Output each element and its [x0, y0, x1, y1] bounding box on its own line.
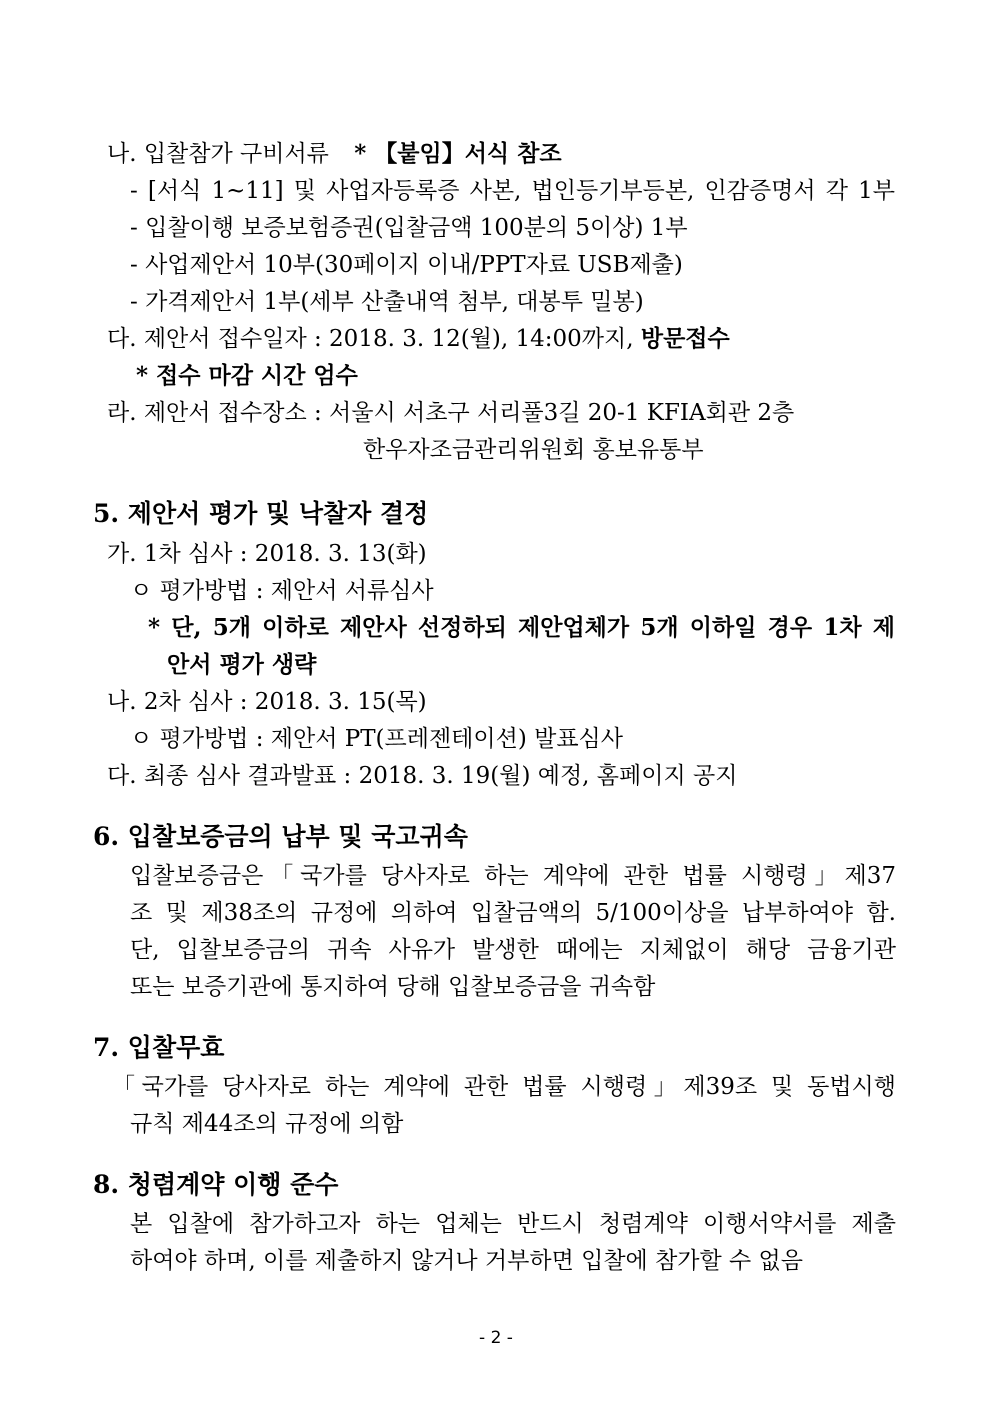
- page-number: - 2 -: [479, 1328, 513, 1348]
- section-7-title: 7. 입찰무효: [93, 1033, 225, 1062]
- item-ra-submission-place: 라. 제안서 접수장소 : 서울시 서초구 서리풀3길 20-1 KFIA회관 2층: [107, 400, 795, 426]
- section-6-line4: 또는 보증기관에 통지하여 당해 입찰보증금을 귀속함: [130, 974, 656, 1000]
- section-8-line1: 본 입찰에 참가하고자 하는 업체는 반드시 청렴계약 이행서약서를 제출: [130, 1211, 896, 1237]
- section-6-title: 6. 입찰보증금의 납부 및 국고귀속: [93, 822, 468, 851]
- item-da-emphasis: 방문접수: [640, 325, 730, 352]
- section-6-line3: 단, 입찰보증금의 귀속 사유가 발생한 때에는 지체없이 해당 금융기관: [130, 937, 896, 963]
- section-5-ga: 가. 1차 심사 : 2018. 3. 13(화): [107, 541, 427, 567]
- item-na-note: * 【붙임】서식 참조: [354, 140, 562, 167]
- section-6-line2: 조 및 제38조의 규정에 의하여 입찰금액의 5/100이상을 납부하여야 함.: [130, 900, 896, 926]
- section-5-na-method: ㅇ 평가방법 : 제안서 PT(프레젠테이션) 발표심사: [130, 726, 623, 752]
- item-da-submission-date: [107, 324, 730, 354]
- section-5-na: 나. 2차 심사 : 2018. 3. 15(목): [107, 689, 427, 715]
- doc-item-3: - 사업제안서 10부(30페이지 이내/PPT자료 USB제출): [130, 252, 683, 278]
- section-7-line2: 규칙 제44조의 규정에 의함: [130, 1111, 404, 1137]
- item-na-documents: [107, 139, 562, 169]
- item-na-label: 나. 입찰참가 구비서류: [107, 141, 329, 167]
- section-7-line1: 「국가를 당사자로 하는 계약에 관한 법률 시행령」제39조 및 동법시행: [112, 1074, 896, 1100]
- item-ra-continuation: 한우자조금관리위원회 홍보유통부: [363, 437, 704, 463]
- section-5-da: 다. 최종 심사 결과발표 : 2018. 3. 19(월) 예정, 홈페이지 공지: [107, 763, 738, 789]
- section-6-line1: 입찰보증금은「국가를 당사자로 하는 계약에 관한 법률 시행령」제37: [130, 863, 896, 889]
- section-5-ga-note-line2: 안서 평가 생략: [167, 651, 317, 678]
- item-da-label: 다. 제안서 접수일자 : 2018. 3. 12(월), 14:00까지,: [107, 326, 634, 352]
- section-5-ga-note-line1: * 단, 5개 이하로 제안사 선정하되 제안업체가 5개 이하일 경우 1차 제: [148, 614, 895, 641]
- section-8-line2: 하여야 하며, 이를 제출하지 않거나 거부하면 입찰에 참가할 수 없음: [130, 1248, 803, 1274]
- section-5-title: 5. 제안서 평가 및 낙찰자 결정: [93, 499, 429, 528]
- deadline-note: * 접수 마감 시간 엄수: [136, 362, 358, 389]
- doc-item-1: - [서식 1~11] 및 사업자등록증 사본, 법인등기부등본, 인감증명서 각 1부: [130, 178, 895, 204]
- doc-item-2: - 입찰이행 보증보험증권(입찰금액 100분의 5이상) 1부: [130, 215, 688, 241]
- section-8-title: 8. 청렴계약 이행 준수: [93, 1170, 339, 1199]
- doc-item-4: - 가격제안서 1부(세부 산출내역 첨부, 대봉투 밀봉): [130, 289, 644, 315]
- section-5-ga-method: ㅇ 평가방법 : 제안서 서류심사: [130, 578, 434, 604]
